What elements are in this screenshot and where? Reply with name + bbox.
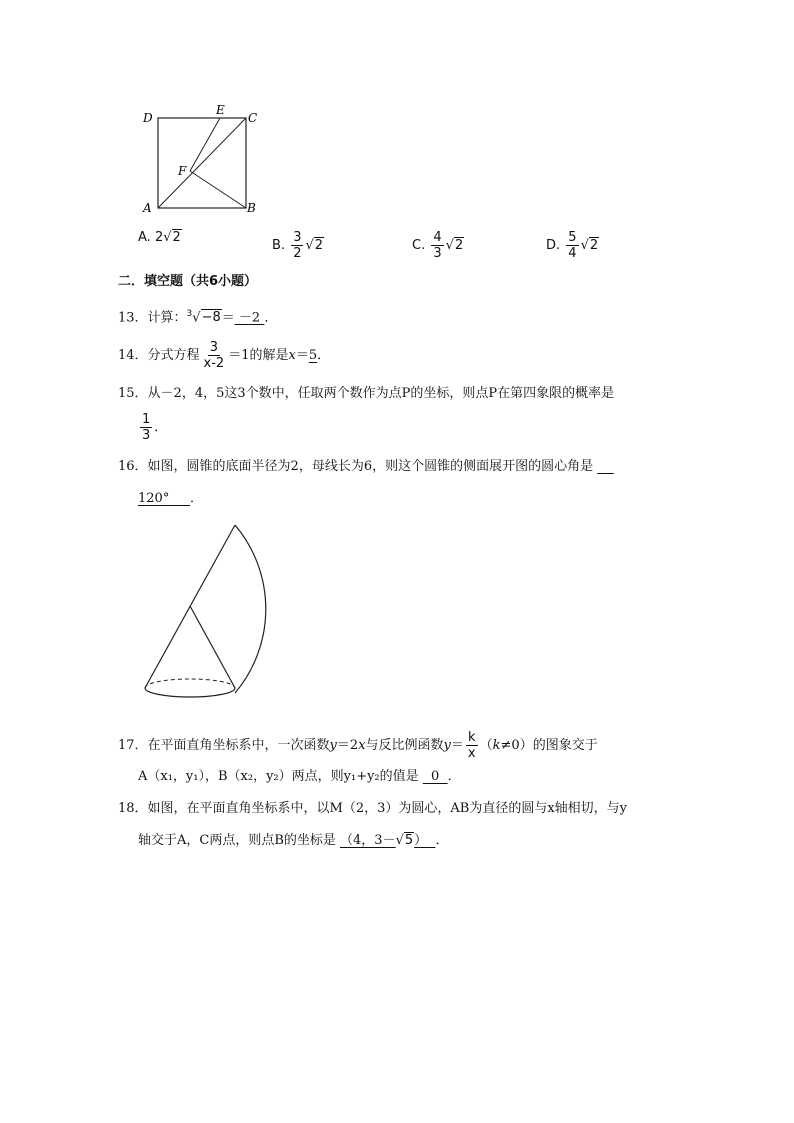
sqrt-icon: √2 (580, 238, 599, 253)
question-16: 16．如图，圆锥的底面半径为2，母线长为6，则这个圆锥的侧面展开图的圆心角是 (118, 459, 594, 474)
cube-root-icon: $^3$√−8 (186, 309, 221, 326)
base-back (145, 679, 235, 688)
sqrt-icon: √2 (305, 238, 324, 253)
label-a: A (143, 201, 152, 215)
answer-14: 5 (308, 347, 318, 363)
fraction: $\frac{5}{4}$ (568, 230, 577, 261)
label-e: E (216, 103, 225, 117)
option-a: A. 2 √2 (138, 230, 181, 245)
answer-17: 0 (422, 769, 448, 784)
fraction: $\frac{k}{x}$ (467, 730, 476, 761)
question-14: 14．分式方程 $\frac{3}{x-2}$ ＝1的解是 x ＝ 5 ． (118, 340, 331, 371)
answer-15: $\frac{1}{3}$ ． (142, 412, 168, 443)
label-f: F (178, 164, 187, 178)
question-18-line2: 轴交于A，C两点，则点B的坐标是 （4，3－√5） ． (138, 833, 449, 848)
fraction: $\frac{1}{3}$ (142, 412, 151, 443)
label-d: D (143, 111, 153, 125)
option-c: C. $\frac{4}{3}$ √2 (412, 230, 464, 261)
sqrt-icon: √2 (445, 238, 464, 253)
segment-fb (190, 171, 246, 208)
answer-13: －2 (234, 310, 265, 326)
fraction: $\frac{3}{2}$ (293, 230, 302, 261)
segment-fe (190, 118, 220, 171)
label-b: B (247, 201, 256, 215)
question-17: 17．在平面直角坐标系中，一次函数 y ＝2 x 与反比例函数 y ＝ $\frac{k}{x}$ （ k ≠0）的图象交于 (118, 730, 598, 761)
answer-16-line: 120° ． (138, 491, 204, 506)
question-17-line2: A（x₁，y₁），B（x₂，y₂）两点，则y₁+y₂的值是 0 ． (138, 769, 461, 784)
base-front (145, 688, 235, 697)
sqrt-icon: √5 (395, 833, 414, 848)
question-15: 15．从－2，4，5这3个数中，任取两个数作为点P的坐标，则点P在第四象限的概率是 (118, 386, 615, 401)
option-d: D. $\frac{5}{4}$ √2 (546, 230, 599, 261)
option-b: B. $\frac{3}{2}$ √2 (272, 230, 324, 261)
answer-16: 120° (138, 491, 170, 506)
fraction: $\frac{3}{x-2}$ (203, 340, 225, 371)
answer-18: （4，3－√5） (340, 833, 428, 848)
label-c: C (248, 111, 258, 125)
sqrt-icon: √2 (163, 230, 181, 245)
question-18: 18．如图，在平面直角坐标系中，以M（2，3）为圆心，AB为直径的圆与x轴相切，与y (118, 801, 628, 816)
square-figure (138, 100, 268, 218)
question-13: 13．计算：$^3$√−8＝ －2 ． (118, 305, 277, 327)
sector-arc (235, 525, 266, 693)
fraction: $\frac{4}{3}$ (433, 230, 442, 261)
cone-figure (138, 520, 298, 710)
section-title: 二．填空题（共6小题） (118, 274, 258, 289)
generatrix-right (190, 606, 235, 688)
diagonal-ac (158, 118, 246, 208)
